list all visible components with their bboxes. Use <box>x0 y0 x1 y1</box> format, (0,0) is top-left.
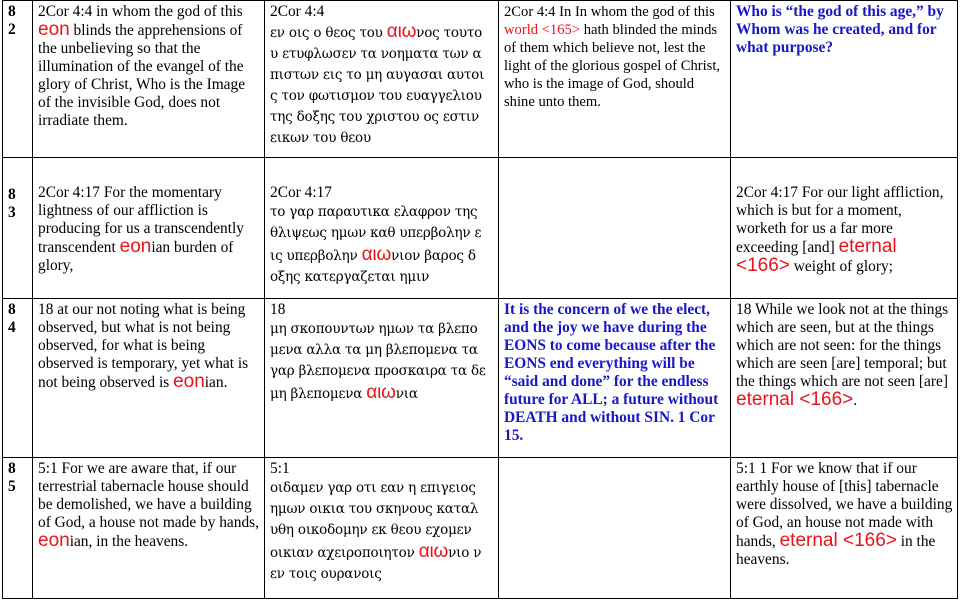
comment-cell <box>499 158 731 299</box>
table-row <box>3 1 958 158</box>
question-cell: Who is “the god of this age,” by Whom was he created, and for what purpose? <box>731 1 958 158</box>
table-row <box>3 458 958 599</box>
table-row <box>3 299 958 458</box>
table-row <box>3 158 958 299</box>
concordant-english-cell: 2Cor 4:17 For the momentary lightness of our affliction is producing for us a transcendently transcendent eonian burden of glory, <box>33 158 265 299</box>
comment-cell: It is the concern of we the elect, and the joy we have during the EONS to come because after the EONS end everything will be “said and done” for the endless future for ALL; a future without DEATH and without SIN. 1 Cor 15. <box>499 299 731 458</box>
concordant-english-cell: 5:1 For we are aware that, if our terrestrial tabernacle house should be demolished, we have a building of God, a house not made by hands, eonian, in the heavens. <box>33 458 265 599</box>
comment-cell <box>499 458 731 599</box>
kjv-text-cell: 2Cor 4:17 For our light affliction, which is but for a moment, worketh for us a far more exceeding [and] eternal <166> weight of glory; <box>731 158 958 299</box>
greek-text-cell: 2Cor 4:17 το γαρ παραυτικα ελαφρον της θλιψεως ημων καθ υπερβολην ε ις υπερβολην αιωνιον βαρος δ οξης κατεργαζεται ημιν <box>265 158 499 299</box>
row-number: 8 2 <box>3 1 33 158</box>
concordant-english-cell: 2Cor 4:4 in whom the god of this eon blinds the apprehensions of the unbelieving so that the illumination of the evangel of the glory of Christ, Who is the Image of the invisible God, does not irradiate them. <box>33 1 265 158</box>
row-number: 8 3 <box>3 158 33 299</box>
row-number: 8 5 <box>3 458 33 599</box>
kjv-text-cell: 2Cor 4:4 In In whom the god of this world <165> hath blinded the minds of them which believe not, lest the light of the glorious gospel of Christ, who is the image of God, should shine unto them. <box>499 1 731 158</box>
kjv-text-cell: 18 While we look not at the things which are seen, but at the things which are not seen: for the things which are seen [are] temporal; but the things which are not seen [are] eternal <166>. <box>731 299 958 458</box>
greek-text-cell: 18 μη σκοπουντων ημων τα βλεπο μενα αλλα τα μη βλεπομενα τα γαρ βλεπομενα προσκαιρα τα δε μη βλεπομενα αιωνια <box>265 299 499 458</box>
row-number: 8 4 <box>3 299 33 458</box>
concordant-english-cell: 18 at our not noting what is being observed, but what is not being observed, for what is being observed is temporary, yet what is not being observed is eonian. <box>33 299 265 458</box>
greek-text-cell: 2Cor 4:4 εν οις ο θεος του αιωνος τουτο υ ετυφλωσεν τα νοηματα των α πιστων εις το μη αυγασαι αυτοι ς τον φωτισμον του ευαγγελιου της δοξης του χριστου ος εστιν εικων του θεου <box>265 1 499 158</box>
greek-text-cell: 5:1 οιδαμεν γαρ οτι εαν η επιγειος ημων οικια του σκηνους καταλ υθη οικοδομην εκ θεου εχομεν οικιαν αχειροποιητον αιωνιο ν εν τοις ουρανοις <box>265 458 499 599</box>
comparison-table <box>2 0 958 599</box>
kjv-text-cell: 5:1 1 For we know that if our earthly house of [this] tabernacle were dissolved, we have a building of God, an house not made with hands, eternal <166> in the heavens. <box>731 458 958 599</box>
